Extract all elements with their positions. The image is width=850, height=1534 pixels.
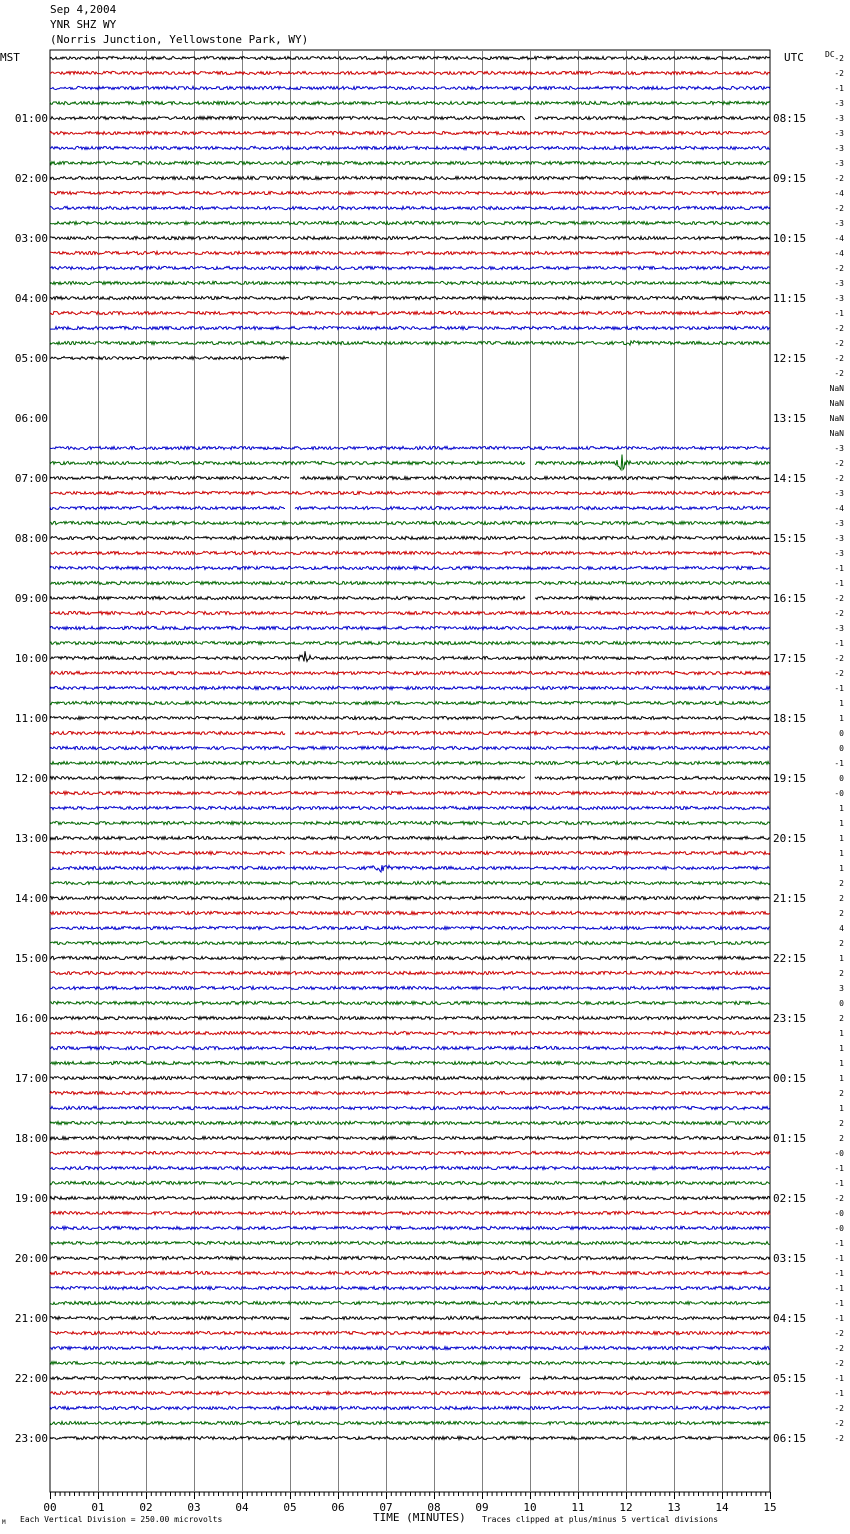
seismic-trace [50, 296, 770, 299]
utc-hour-label: 19:15 [773, 772, 807, 785]
dc-offset-label: -0 [834, 789, 844, 798]
dc-offset-label: -1 [834, 1284, 844, 1293]
utc-hour-label: 22:15 [773, 952, 807, 965]
dc-offset-label: -1 [834, 1299, 844, 1308]
x-tick-label: 14 [715, 1501, 729, 1514]
mst-hour-label: 08:00 [14, 532, 48, 545]
dc-offset-label: -3 [834, 219, 844, 228]
dc-offset-label: 1 [839, 804, 844, 813]
station-code: YNR SHZ WY [50, 18, 117, 31]
dc-offset-label: -1 [834, 1269, 844, 1278]
seismic-trace [50, 341, 770, 346]
mst-hour-label: 07:00 [14, 472, 48, 485]
plot-frame [50, 50, 770, 1492]
dc-offset-label: -2 [834, 1419, 844, 1428]
mst-hour-label: 17:00 [14, 1072, 48, 1085]
seismic-trace [50, 266, 770, 269]
mst-hour-label: 04:00 [14, 292, 48, 305]
x-axis-title: TIME (MINUTES) [373, 1511, 466, 1524]
dc-offset-label: -3 [834, 489, 844, 498]
mst-hour-label: 05:00 [14, 352, 48, 365]
seismic-trace [50, 101, 770, 104]
dc-offset-label: -1 [834, 564, 844, 573]
seismic-trace [50, 491, 770, 494]
seismic-trace [50, 206, 770, 209]
dc-offset-label: -3 [834, 114, 844, 123]
dc-offset-label: -3 [834, 129, 844, 138]
dc-offset-label: 1 [839, 1104, 844, 1113]
dc-offset-label: -2 [834, 1359, 844, 1368]
dc-offset-label: -2 [834, 369, 844, 378]
dc-offset-label: -3 [834, 624, 844, 633]
seismic-trace [50, 1421, 770, 1424]
dc-offset-label: NaN [829, 399, 844, 408]
x-tick-label: 02 [139, 1501, 153, 1514]
seismic-trace [50, 446, 770, 449]
dc-offset-label: -1 [834, 1254, 844, 1263]
dc-offset-label: 0 [839, 999, 844, 1008]
seismic-trace [50, 821, 770, 824]
x-tick-label: 03 [187, 1501, 201, 1514]
seismic-trace [50, 716, 770, 719]
dc-offset-label: -1 [834, 579, 844, 588]
utc-hour-label: 20:15 [773, 832, 807, 845]
utc-hour-label: 13:15 [773, 412, 807, 425]
utc-hour-label: 15:15 [773, 532, 807, 545]
seismic-trace [50, 1076, 770, 1079]
utc-hour-label: 10:15 [773, 232, 807, 245]
dc-offset-label: 1 [839, 834, 844, 843]
seismic-trace [50, 1376, 770, 1379]
seismic-trace [50, 851, 770, 854]
seismic-trace [50, 581, 770, 584]
seismic-trace [50, 626, 770, 629]
seismic-trace [50, 116, 770, 119]
utc-hour-label: 00:15 [773, 1072, 807, 1085]
dc-offset-label: -3 [834, 519, 844, 528]
right-timezone-label: UTC [784, 51, 804, 64]
seismic-trace [50, 1136, 770, 1139]
seismic-trace [50, 71, 770, 74]
utc-hour-label: 16:15 [773, 592, 807, 605]
utc-hour-label: 21:15 [773, 892, 807, 905]
dc-offset-label: -4 [834, 189, 844, 198]
dc-offset-label: -2 [834, 1404, 844, 1413]
mst-hour-label: 03:00 [14, 232, 48, 245]
dc-offset-label: 2 [839, 1134, 844, 1143]
dc-offset-label: 1 [839, 1044, 844, 1053]
corner-mark: M [2, 1519, 6, 1526]
mst-hour-label: 19:00 [14, 1192, 48, 1205]
dc-offset-label: 1 [839, 819, 844, 828]
dc-offset-label: -1 [834, 639, 844, 648]
x-tick-label: 08 [427, 1501, 441, 1514]
x-tick-label: 12 [619, 1501, 633, 1514]
dc-offset-label: -4 [834, 234, 844, 243]
seismic-trace [50, 926, 770, 929]
mst-hour-label: 11:00 [14, 712, 48, 725]
dc-offset-label: -2 [834, 1344, 844, 1353]
dc-offset-label: 4 [839, 924, 844, 933]
dc-offset-label: NaN [829, 429, 844, 438]
dc-offset-label: -2 [834, 204, 844, 213]
left-timezone-label: MST [0, 51, 20, 64]
seismic-trace [50, 1241, 770, 1244]
seismic-trace [50, 611, 770, 614]
seismic-trace [50, 1361, 770, 1364]
seismic-trace [50, 686, 770, 689]
seismic-trace [50, 1121, 770, 1124]
dc-offset-label: -1 [834, 1314, 844, 1323]
dc-offset-label: -2 [834, 459, 844, 468]
dc-offset-label: -3 [834, 549, 844, 558]
x-tick-label: 07 [379, 1501, 393, 1514]
mst-hour-label: 13:00 [14, 832, 48, 845]
seismic-trace [50, 896, 770, 899]
seismic-trace [50, 176, 770, 179]
dc-offset-label: -2 [834, 1194, 844, 1203]
seismic-trace [50, 566, 770, 569]
mst-hour-label: 22:00 [14, 1372, 48, 1385]
seismic-trace [50, 146, 770, 149]
dc-offset-label: -2 [834, 1434, 844, 1443]
seismic-trace [50, 56, 770, 59]
scale-note: Each Vertical Division = 250.00 microvolts [20, 1515, 223, 1524]
dc-offset-label: -2 [834, 654, 844, 663]
dc-offset-label: -1 [834, 1389, 844, 1398]
dc-offset-label: -1 [834, 684, 844, 693]
seismic-trace [50, 1286, 770, 1289]
seismic-trace [50, 161, 770, 164]
dc-offset-label: 2 [839, 1014, 844, 1023]
seismic-trace [50, 1016, 770, 1019]
dc-offset-label: -1 [834, 1239, 844, 1248]
utc-hour-label: 02:15 [773, 1192, 807, 1205]
seismic-trace [50, 791, 770, 794]
dc-offset-label: 3 [839, 984, 844, 993]
seismic-trace [50, 1331, 770, 1334]
dc-offset-label: -2 [834, 669, 844, 678]
seismic-trace [50, 956, 770, 959]
dc-offset-label: 1 [839, 864, 844, 873]
station-location: (Norris Junction, Yellowstone Park, WY) [50, 33, 309, 46]
seismic-trace [50, 671, 770, 674]
dc-offset-label: 2 [839, 1119, 844, 1128]
dc-offset-label: 2 [839, 939, 844, 948]
seismic-trace [50, 1046, 770, 1049]
x-tick-label: 06 [331, 1501, 345, 1514]
dc-offset-label: 0 [839, 774, 844, 783]
utc-hour-label: 04:15 [773, 1312, 807, 1325]
mst-hour-label: 12:00 [14, 772, 48, 785]
dc-offset-label: -2 [834, 609, 844, 618]
dc-offset-label: -0 [834, 1149, 844, 1158]
seismic-trace [50, 1151, 770, 1154]
seismic-trace [50, 131, 770, 134]
dc-offset-label: -2 [834, 264, 844, 273]
seismic-trace [50, 281, 770, 284]
utc-hour-label: 03:15 [773, 1252, 807, 1265]
utc-hour-label: 08:15 [773, 112, 807, 125]
seismic-trace [50, 1181, 770, 1184]
utc-hour-label: 17:15 [773, 652, 807, 665]
dc-offset-label: -0 [834, 1209, 844, 1218]
dc-offset-label: 1 [839, 954, 844, 963]
dc-offset-label: -3 [834, 534, 844, 543]
dc-offset-label: NaN [829, 384, 844, 393]
dc-offset-label: -1 [834, 1164, 844, 1173]
seismic-trace [50, 326, 770, 329]
seismic-trace [50, 221, 770, 224]
utc-hour-label: 09:15 [773, 172, 807, 185]
dc-offset-label: -2 [834, 69, 844, 78]
utc-hour-label: 05:15 [773, 1372, 807, 1385]
seismic-trace [50, 521, 770, 524]
seismic-trace [50, 251, 770, 254]
dc-offset-label: -2 [834, 174, 844, 183]
utc-hour-label: 12:15 [773, 352, 807, 365]
dc-offset-label: -2 [834, 324, 844, 333]
dc-offset-label: -3 [834, 144, 844, 153]
dc-offset-label: -1 [834, 84, 844, 93]
dc-offset-label: -1 [834, 759, 844, 768]
seismic-trace [50, 971, 770, 974]
mst-hour-label: 15:00 [14, 952, 48, 965]
dc-offset-label: -3 [834, 99, 844, 108]
mst-hour-label: 23:00 [14, 1432, 48, 1445]
dc-offset-label: 2 [839, 909, 844, 918]
utc-hour-label: 18:15 [773, 712, 807, 725]
seismic-trace [50, 1226, 770, 1229]
mst-hour-label: 16:00 [14, 1012, 48, 1025]
seismic-trace [50, 1271, 770, 1274]
seismic-trace [50, 731, 770, 734]
seismic-trace [50, 476, 770, 479]
seismic-trace [50, 596, 770, 599]
dc-offset-label: -3 [834, 159, 844, 168]
seismic-trace [50, 86, 770, 89]
dc-offset-label: 0 [839, 729, 844, 738]
utc-hour-label: 11:15 [773, 292, 807, 305]
dc-offset-label: -3 [834, 294, 844, 303]
seismic-trace [50, 1391, 770, 1394]
seismic-trace [50, 1061, 770, 1064]
dc-offset-label: -2 [834, 354, 844, 363]
seismic-trace [50, 701, 770, 704]
x-tick-label: 13 [667, 1501, 681, 1514]
seismic-trace [50, 1406, 770, 1409]
dc-offset-label: 2 [839, 879, 844, 888]
dc-offset-label: 0 [839, 744, 844, 753]
mst-hour-label: 06:00 [14, 412, 48, 425]
seismic-trace [50, 311, 770, 314]
seismic-trace [50, 941, 770, 944]
seismic-trace [50, 1301, 770, 1304]
dc-offset-label: -2 [834, 594, 844, 603]
mst-hour-label: 10:00 [14, 652, 48, 665]
seismic-trace [50, 1256, 770, 1259]
seismic-trace [50, 836, 770, 839]
dc-offset-label: -3 [834, 444, 844, 453]
dc-offset-label: 1 [839, 714, 844, 723]
x-tick-label: 01 [91, 1501, 105, 1514]
seismic-trace [50, 1316, 770, 1319]
dc-offset-label: 1 [839, 1074, 844, 1083]
seismic-trace [50, 746, 770, 749]
seismic-trace [50, 1211, 770, 1214]
seismic-trace [50, 357, 770, 360]
mst-hour-label: 14:00 [14, 892, 48, 905]
seismic-trace [50, 191, 770, 194]
dc-offset-header: DC [825, 50, 835, 59]
seismic-trace [50, 911, 770, 914]
plot-date: Sep 4,2004 [50, 3, 117, 16]
dc-offset-label: -3 [834, 279, 844, 288]
seismic-trace [50, 651, 770, 661]
dc-offset-label: NaN [829, 414, 844, 423]
dc-offset-label: 2 [839, 1089, 844, 1098]
utc-hour-label: 06:15 [773, 1432, 807, 1445]
seismic-trace [50, 1001, 770, 1004]
dc-offset-label: -1 [834, 1179, 844, 1188]
x-tick-label: 11 [571, 1501, 585, 1514]
utc-hour-label: 01:15 [773, 1132, 807, 1145]
dc-offset-label: 2 [839, 894, 844, 903]
seismic-trace [50, 1436, 770, 1439]
seismic-trace [50, 1196, 770, 1199]
dc-offset-label: -0 [834, 1224, 844, 1233]
seismic-trace [50, 776, 770, 779]
dc-offset-label: -2 [834, 54, 844, 63]
seismic-trace [50, 1106, 770, 1109]
dc-offset-label: 1 [839, 1029, 844, 1038]
mst-hour-label: 01:00 [14, 112, 48, 125]
dc-offset-label: -2 [834, 1329, 844, 1338]
x-tick-label: 04 [235, 1501, 249, 1514]
seismic-trace [50, 1031, 770, 1034]
seismic-trace [50, 551, 770, 554]
x-tick-label: 09 [475, 1501, 489, 1514]
dc-offset-label: -2 [834, 474, 844, 483]
dc-offset-label: -4 [834, 249, 844, 258]
clip-note: Traces clipped at plus/minus 5 vertical divisions [482, 1515, 719, 1524]
dc-offset-label: 1 [839, 699, 844, 708]
seismic-trace [50, 506, 770, 509]
mst-hour-label: 02:00 [14, 172, 48, 185]
seismic-trace [50, 881, 770, 884]
dc-offset-label: -1 [834, 1374, 844, 1383]
seismic-trace [50, 761, 770, 764]
mst-hour-label: 18:00 [14, 1132, 48, 1145]
seismic-trace [50, 865, 770, 872]
dc-offset-label: -2 [834, 339, 844, 348]
seismic-trace [50, 806, 770, 809]
x-tick-label: 10 [523, 1501, 537, 1514]
seismic-trace [50, 455, 770, 470]
dc-offset-label: 1 [839, 849, 844, 858]
x-tick-label: 00 [43, 1501, 57, 1514]
mst-hour-label: 20:00 [14, 1252, 48, 1265]
dc-offset-label: 2 [839, 969, 844, 978]
seismic-trace [50, 1346, 770, 1349]
dc-offset-label: -1 [834, 309, 844, 318]
seismic-trace [50, 236, 770, 239]
mst-hour-label: 09:00 [14, 592, 48, 605]
seismic-trace [50, 1091, 770, 1094]
mst-hour-label: 21:00 [14, 1312, 48, 1325]
seismic-trace [50, 1166, 770, 1169]
x-tick-label: 15 [763, 1501, 777, 1514]
utc-hour-label: 23:15 [773, 1012, 807, 1025]
x-tick-label: 05 [283, 1501, 297, 1514]
seismic-trace [50, 536, 770, 539]
utc-hour-label: 14:15 [773, 472, 807, 485]
seismic-trace [50, 986, 770, 989]
seismic-trace [50, 641, 770, 644]
dc-offset-label: -4 [834, 504, 844, 513]
dc-offset-label: 1 [839, 1059, 844, 1068]
